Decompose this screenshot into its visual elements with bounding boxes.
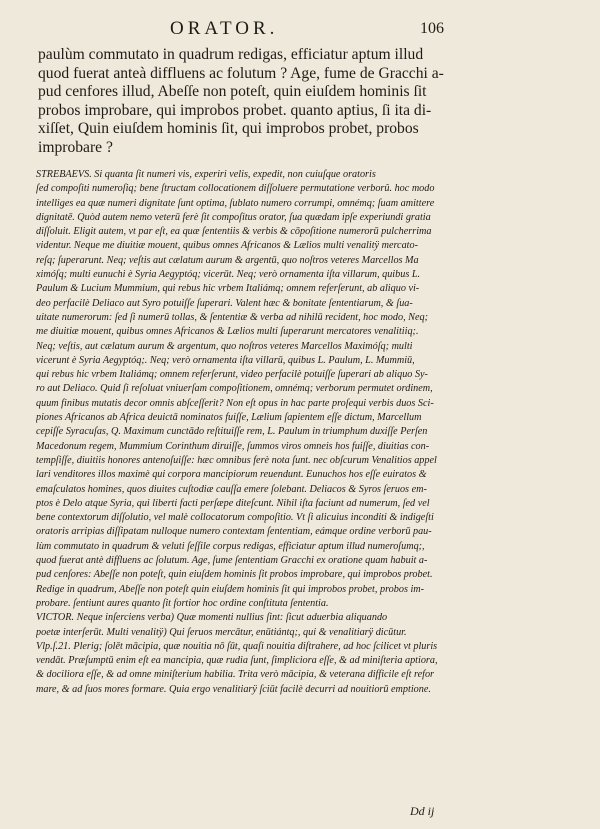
commentary-line: Vlp.ſ.21. Plerig; ſolēt mācipia, quæ nouitia nō ſūt, quaſi nouitia diſtrahere, ad hoc ſcilicet vt pluris bbox=[36, 640, 438, 652]
main-text-line: paulùm commutato in quadrum redigas, efficiatur aptum illud bbox=[38, 46, 424, 63]
commentary-line: Redige in quadrum, Abeſſe non poteſt quin eiuſdem hominis ſit qui improbos probet, probos im- bbox=[36, 583, 425, 595]
commentary-line: ptos è Delo atque Syria, qui liberti facti perſæpe diteſcunt. Nihil iſta faciunt ad numerum, ſed vel bbox=[36, 497, 430, 509]
main-text-line: quod fuerat anteà diffluens ac folutum ? Age, fume de Gracchi a- bbox=[38, 64, 444, 82]
running-head-title: ORATOR. bbox=[170, 18, 279, 39]
commentary-line: quum finibus mutatis decor omnis abſceſſerit? Non eſt opus in hac parte proſequi verbis duos Sci- bbox=[36, 397, 434, 409]
commentary-line: ximóſq; multi eunuchi è Syria Aegyptóq; vicerūt. Neq; verò ornamenta iſta villarum, quibus L. bbox=[36, 269, 421, 281]
commentary-line: emaſculatos homines, quos diuites cuſtodiæ cauſſa emere ſolebant. Deliacos & Syros ſeruos em- bbox=[36, 483, 427, 495]
commentary-line: reſq; ſuperarunt. Neq; veſtis aut cælatum aurum & argentū, quo noſtros veteres Marcellos Ma bbox=[36, 254, 419, 266]
commentary-line: tempſiſſe, diuitiis honores anteпoſuiſſe: hæc omnibus ferè nota ſunt. nec obſcurum Venalitios appel bbox=[36, 454, 437, 466]
commentary-line: piones Africanos ab Africa deuictā nominatos fuiſſe, Lælium ſapientem eſſe dictum, Marcellum bbox=[36, 412, 422, 424]
commentary-line: uitate numerorum: ſed ſi numerū tollas, & ſententiæ & verba ad nihilū recident, hoc modo, Neq; bbox=[36, 311, 428, 323]
commentary-line: ro aut Deliaco. Quid ſi reſoluat vniuerſam compoſitionem, omnémq; verborum permutet ordinem, bbox=[36, 383, 433, 395]
commentary-line: pud cenſores: Abeſſe non poteſt, quin eiuſdem hominis ſit probos improbare, qui improbos probet. bbox=[36, 569, 433, 581]
main-text-block bbox=[38, 46, 468, 157]
folio-number: 106 bbox=[420, 20, 444, 37]
main-text-line: probos improbare, qui improbos probet. quanto aptius, ſi ita di- bbox=[38, 101, 432, 119]
commentary-block bbox=[36, 168, 462, 697]
commentary-line: mare, & ad ſuos mores formare. Quia ergo venalitiarÿ ſciūt facilè decurri ad nouitiorū emptione. bbox=[36, 683, 431, 695]
commentary-line: dignitatē. Quòd autem nemo veterū ferè ſit compoſitus orator, ſua quædam ipſe experiundi gratia bbox=[36, 211, 431, 223]
commentary-line: lùm commutato in quadrum & veluti ſeſſile corpus redigas, efficiatur aptum illud numeroſumq;, bbox=[36, 540, 425, 552]
commentary-line: vicerunt è Syria Aegyptóq;. Neq; verò ornamenta iſta villarū, quibus L. Paulum, L. Mummiū, bbox=[36, 354, 415, 366]
commentary-line: diſſoluit. Eligit autem, vt par eſt, ea quæ ſententiis & verbis & cōpoſitione numerorū pulcherrima bbox=[36, 226, 432, 238]
commentary-line: intelliges ea quæ numeri dignitate ſunt optima, ſublato numero corrumpi, omnémq; ſuam amittere bbox=[36, 197, 435, 209]
commentary-line: quod fuerat antè diffluens ac ſolutum. Age, ſume ſententiam Gracchi ex oratione quam habuit a- bbox=[36, 555, 428, 567]
commentary-line: probare. ſentiunt aures quanto ſit fortior hoc ordine conſtituta ſententia. bbox=[36, 597, 329, 609]
commentary-line: deo perfacilè Deliaco aut Syro potuiſſe ſuperari. Valent hæc & bonitate ſententiarum, & ſua- bbox=[36, 297, 413, 309]
commentary-line: lari venditores illos maximè qui corpora mancipiorum reuendunt. Eunuchos hos eſſe euiratos & bbox=[36, 469, 427, 481]
commentary-line: cepiſſe Syracuſas, Q. Maximum cunctādo reſtituiſſe rem, L. Paulum in triumphum duxiſſe Perſen bbox=[36, 426, 428, 438]
commentary-line: ſed compoſiti numeroſiq; bene ſtructam collocationem diſſoluere permutatione verborû. hoc modo bbox=[36, 183, 435, 195]
signature-mark: Dd ij bbox=[410, 804, 435, 818]
commentary-line: videntur. Neque me diuitiæ mouent, quibus omnes Africanos & Lælios multi venalitÿ mercato- bbox=[36, 240, 418, 252]
commentary-line: STREBAEVS. Si quanta ſit numeri vis, experiri velis, expedit, non cuiuſque oratoris bbox=[36, 169, 376, 180]
main-text-line: xiſſet, Quin eiuſdem hominis ſit, qui improbos probet, probos bbox=[38, 120, 419, 137]
main-text-line: pud cenfores illud, Abeſſe non poteſt, quin eiuſdem hominis ſit bbox=[38, 83, 427, 100]
commentary-line: vendāt. Præſumptū enim eſt ea mancipia, quæ rudia ſunt, ſimpliciora eſſe, & ad miniſteria aptiora, bbox=[36, 655, 438, 667]
commentary-line: Macedonum regem, Mummium Corinthum diruiſſe, ſummos viros omneis hos fuiſſe, diuitias con- bbox=[36, 440, 430, 452]
commentary-line: bene contextorum diſſolutio, vel malè collocatorum compoſitio. Vt ſi alicuius inconditi & indigeſti bbox=[36, 512, 434, 524]
commentary-line: me diuitiæ mouent, quibus omnes Africanos & Lælios multi ſuperarunt mercatores venalitiiq;. bbox=[36, 326, 419, 338]
commentary-line: qui rebus hic vrbem Italiámq; omnem referſerunt, video perfacilè potuiſſe ſuperari ab aliquo Sy- bbox=[36, 369, 428, 381]
commentary-line: oratoris arripias diſſipatam nulloque numero contextam ſententiam, eámque ordine verborū pau- bbox=[36, 526, 432, 538]
commentary-line: & dociliora eſſe, & ad omne miniſterium habilia. Trita verò mācipia, & veterana difficile eſt refor bbox=[36, 669, 435, 681]
commentary-line: VICTOR. Neque inſerciens verba) Quæ momenti nullius ſint: ſicut aduerbia aliquando bbox=[36, 612, 388, 624]
commentary-line: poetæ interſerūt. Multi venalitÿ) Qui ſeruos mercātur, enūtiántq;, qui & venalitiarÿ dicūtur. bbox=[36, 626, 407, 638]
commentary-line: Paulum & Lucium Mummium, qui rebus hic vrbem Italiámq; omnem referſerunt, ab aliquo vi- bbox=[36, 283, 420, 295]
commentary-line: Neq; veſtis, aut cælatum aurum & argentum, quo noſtros veteres Marcellos Maximóſq; multi bbox=[36, 340, 413, 352]
main-text-line: improbare ? bbox=[38, 138, 113, 156]
